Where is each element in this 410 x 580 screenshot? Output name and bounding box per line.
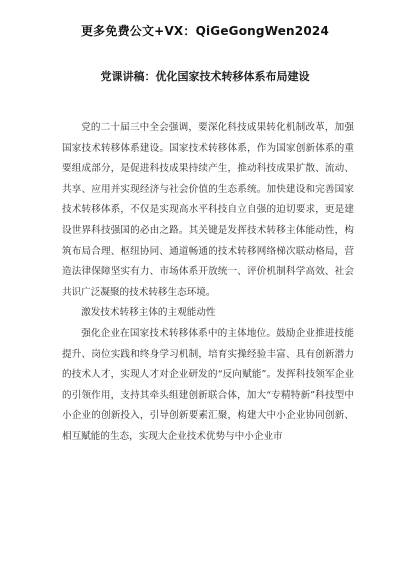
document-title: 党课讲稿：优化国家技术转移体系布局建设 <box>100 70 310 83</box>
document-body <box>62 118 354 448</box>
section-heading: 激发技术转移主体的主观能动性 <box>81 307 216 319</box>
section-paragraph: 强化企业在国家技术转移体系中的主体地位。鼓励企业推进技能提升、岗位实践和终身学习机制，培育实操经验丰富、具有创新潜力的技术人才，实现人才对企业研发的“反向赋能”。发挥科技领军企业的引领作用，支持其牵头组建创新联合体，加大“专精特新”科技型中小企业的创新投入，引导创新要素汇聚，构建大中小企业协同创新、相互赋能的生态，实现大企业技术优势与中小企业市 <box>62 327 354 442</box>
header-watermark-line: 更多免费公文+VX：QiGeGongWen2024 <box>80 24 329 38</box>
intro-paragraph: 党的二十届三中全会强调，要深化科技成果转化机制改革，加强国家技术转移体系建设。国家技术转移体系，作为国家创新体系的重要组成部分，是促进科技成果持续产生，推动科技成果扩散、流动、共享、应用并实现经济与社会价值的生态系统。加快建设和完善国家技术转移体系，不仅是实现高水平科技自立自强的迫切要求，更是建设世界科技强国的必由之路。其关键是发挥技术转移主体能动性，构筑布局合理、枢纽协同、通道畅通的技术转移网络梯次联动格局，营造法律保障坚实有力、市场体系开放统一、评价机制科学高效、社会共识广泛凝聚的技术转移生态环境。 <box>62 122 354 298</box>
